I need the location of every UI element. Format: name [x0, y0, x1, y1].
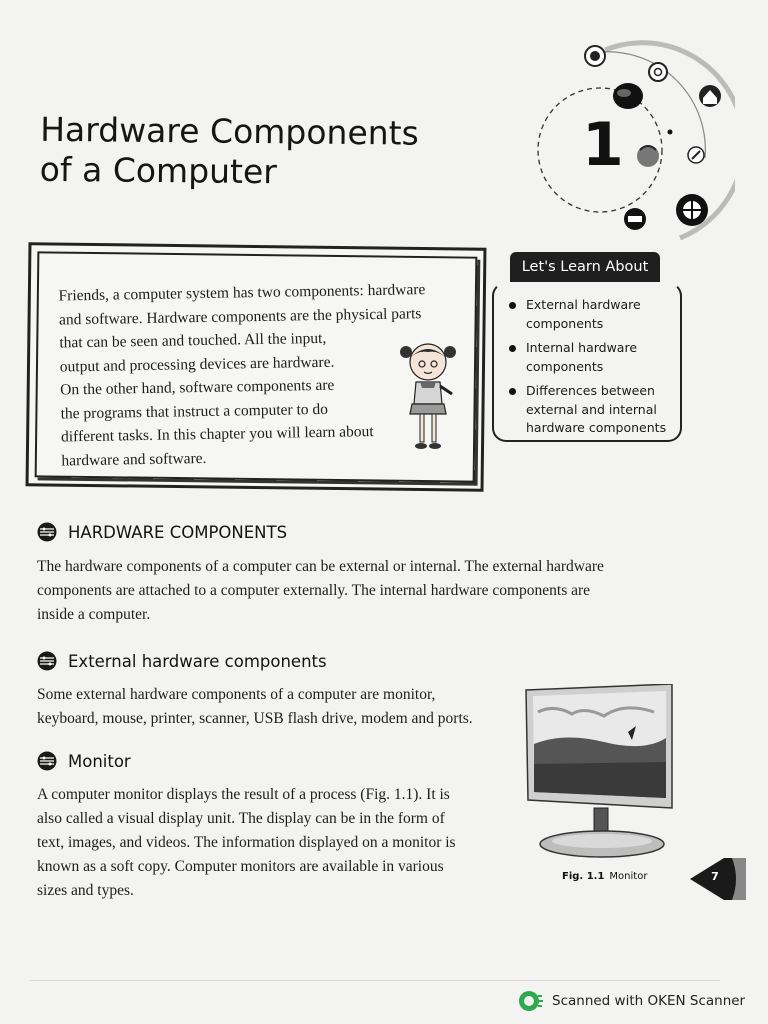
paragraph-line: A computer monitor displays the result of a process (Fig. 1.1). It is — [37, 786, 450, 803]
section-heading-label: External hardware components — [68, 651, 327, 671]
figure-caption — [562, 871, 647, 882]
chapter-number: 1 — [582, 110, 624, 180]
intro-line: different tasks. In this chapter you will learn about — [60, 423, 374, 446]
monitor-illustration — [524, 684, 676, 862]
paragraph-line: sizes and types. — [37, 882, 134, 899]
intro-line: hardware and software. — [61, 449, 207, 469]
bottom-divider — [30, 980, 720, 981]
learn-item: Internal hardware components — [506, 339, 676, 376]
section-heading-label: HARDWARE COMPONENTS — [68, 522, 288, 542]
learn-item: External hardware components — [506, 296, 676, 333]
chapter-orbit-graphic — [520, 38, 735, 248]
girl-illustration — [398, 338, 458, 456]
section-heading-external-hardware — [36, 651, 327, 671]
chapter-title — [40, 110, 471, 194]
learn-item: Differences between external and internal hardware components — [506, 382, 676, 438]
intro-line: and software. Hardware components are the physical parts — [58, 304, 422, 328]
figure-label: Fig. 1.1 — [562, 871, 605, 882]
paragraph-line: Some external hardware components of a computer are monitor, — [37, 686, 436, 703]
section-heading-label: Monitor — [68, 751, 131, 771]
section-heading-hardware-components — [36, 522, 287, 542]
chapter-title-line-1: Hardware Components — [40, 109, 420, 153]
paragraph-line: The hardware components of a computer can be external or internal. The external hardware — [37, 558, 604, 575]
figure-caption-text: Monitor — [609, 871, 648, 882]
external-hardware-paragraph — [37, 683, 507, 731]
scanner-text: Scanned with OKEN Scanner — [552, 993, 746, 1009]
intro-line: On the other hand, software components are — [60, 376, 335, 399]
paragraph-line: text, images, and videos. The information displayed on a monitor is — [37, 834, 456, 851]
intro-line: output and processing devices are hardware. — [59, 353, 335, 375]
intro-line: Friends, a computer system has two components: hardware — [58, 281, 426, 305]
section-heading-monitor — [36, 751, 131, 771]
paragraph-line: keyboard, mouse, printer, scanner, USB flash drive, modem and ports. — [37, 710, 473, 727]
monitor-paragraph — [37, 783, 497, 903]
paragraph-line: also called a visual display unit. The display can be in the form of — [37, 810, 445, 827]
page-number: 7 — [711, 870, 719, 883]
paragraph-line: inside a computer. — [37, 606, 151, 623]
oken-scanner-logo-icon — [518, 989, 544, 1013]
intro-line: the programs that instruct a computer to do — [60, 400, 329, 422]
paragraph-line: known as a soft copy. Computer monitors are available in various — [37, 858, 444, 875]
scanner-watermark — [518, 989, 745, 1013]
circuit-icon — [36, 522, 58, 542]
learn-about-header: Let's Learn About — [510, 252, 660, 282]
chapter-title-line-2: of a Computer — [39, 149, 278, 192]
learn-about-list — [506, 296, 676, 444]
paragraph-line: components are attached to a computer externally. The internal hardware components are — [37, 582, 591, 599]
intro-line: that can be seen and touched. All the input, — [59, 329, 327, 352]
circuit-icon — [36, 751, 58, 771]
hardware-components-paragraph — [37, 555, 667, 627]
circuit-icon — [36, 651, 58, 671]
